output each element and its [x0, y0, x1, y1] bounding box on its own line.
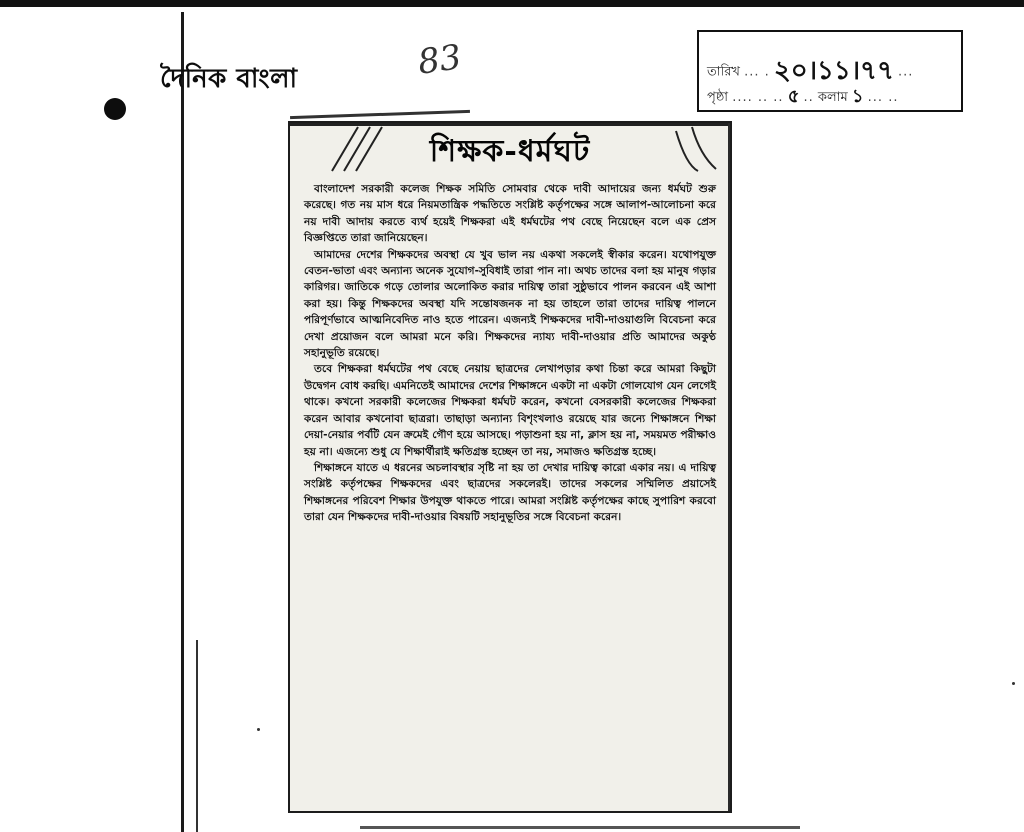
column-value: ১ — [851, 86, 864, 107]
article-paragraph: আমাদের দেশের শিক্ষকদের অবস্থা যে খুব ভাল নয় একথা সকলেই স্বীকার করেন। যথোপযুক্ত বেতন-ভাতা এবং অন্যান্য অনেক সুযোগ-সুবিধাই তারা পান না। অথচ তাদের বলা হয় মানুষ গড়ার কারিগর। জাতিকে গড়ে তোলার অলোকিত করার দায়িত্ব তারা সুষ্ঠুভাবে পালন করবেন এই আশা করা হয়। কিন্তু শিক্ষকদের অবস্থা যদি সন্তোষজনক না হয় তাহলে তারা তাদের দায়িত্ব পালনে পরিপূর্ণভাবে আত্মনিবেদিত নাও হতে পারেন। এজন্যই শিক্ষকদের দাবী-দাওয়াগুলি বিবেচনা করে দেখা প্রয়োজন বলে আমরা মনে করি। শিক্ষকদের ন্যায্য দাবী-দাওয়ার প্রতি আমাদের অকুণ্ঠ সহানুভূতি রয়েছে। — [304, 248, 716, 360]
date-value: ২০।১১।৭৭ — [773, 56, 894, 86]
clipping-right-edge — [728, 123, 732, 811]
article-paragraph: শিক্ষাঙ্গনে যাতে এ ধরনের অচলাবস্থার সৃষ্টি না হয় তা দেখার দায়িত্ব কারো একার নয়। এ দায়িত্ব সংশ্লিষ্ট কর্তৃপক্ষের শিক্ষকদের এবং ছাত্রদের সকলেরই। তাদের সকলের সম্মিলিত প্রয়াসেই শিক্ষাঙ্গনের পরিবেশ শিক্ষার উপযুক্ত থাকতে পারে। আমরা সংশ্লিষ্ট কর্তৃপক্ষের কাছে সুপারিশ করবো তারা যেন শিক্ষকদের দাবী-দাওয়ার বিষয়টি সহানুভূতির সঙ্গে বিবেচনা করেন। — [304, 461, 716, 524]
article-paragraph: তবে শিক্ষকরা ধর্মঘটের পথ বেছে নেয়ায় ছাত্রদের লেখাপড়ার কথা চিন্তা করে আমরা কিছুটা উদ্বেগন বোধ করছি। এমনিতেই আমাদের দেশের শিক্ষাঙ্গনে একটা না একটা গোলযোগ যেন লেগেই থাকে। কখনো সরকারী কলেজের শিক্ষকরা ধর্মঘট করেন, কখনো বেসরকারী কলেজের শিক্ষকরা করেন আবার কখনোবা ছাত্ররা। তাছাড়া অন্যান্য বিশৃংখলাও রয়েছে যার জন্যে শিক্ষাঙ্গনে শিক্ষা দেয়া-নেয়ার পর্বটি যেন ক্রমেই গৌণ হয়ে আসছে। পড়াশুনা হয় না, ক্লাস হয় না, সময়মত পরীক্ষাও হয় না। এজন্যে শুধু যে শিক্ষার্থীরাই ক্ষতিগ্রস্ত হচ্ছেন তা নয়, সমাজও ক্ষতিগ্রস্ত হচ্ছে। — [304, 363, 716, 458]
column-label: কলাম — [817, 90, 848, 105]
margin-line — [181, 12, 184, 832]
newspaper-masthead: দৈনিক বাংলা — [160, 64, 298, 94]
margin-line-secondary — [196, 640, 198, 832]
article-body — [304, 181, 716, 803]
newspaper-clipping — [288, 121, 732, 813]
scan-artifact-line — [290, 110, 470, 119]
scan-bottom-line — [360, 826, 800, 829]
page-column-row: পৃষ্ঠা .... .. .. ৫ .. কলাম ১ ... .. — [707, 86, 899, 107]
handwritten-page-number: 83 — [415, 37, 464, 83]
article-headline: শিক্ষক-ধর্মঘট — [429, 134, 591, 169]
date-stamp-box — [697, 30, 963, 112]
scan-top-border — [0, 0, 1024, 7]
date-row: তারিখ ... . ২০।১১।৭৭ ... — [707, 56, 914, 86]
scan-speck — [1012, 682, 1015, 685]
page-label: পৃষ্ঠা — [707, 90, 729, 105]
date-label: তারিখ — [707, 64, 740, 80]
page-value: ৫ — [787, 86, 800, 107]
article-paragraph: বাংলাদেশ সরকারী কলেজ শিক্ষক সমিতি সোমবার থেকে দাবী আদায়ের জন্য ধর্মঘট শুরু করেছে। গত নয় মাস ধরে নিয়মতান্ত্রিক পদ্ধতিতে সংশ্লিষ্ট কর্তৃপক্ষের সঙ্গে আলাপ-আলোচনা করে নয় দাবী আদায় করতে ব্যর্থ হয়েই শিক্ষকরা এই ধর্মঘটের পথ বেছে নিয়েছেন বলে এক প্রেস বিজ্ঞপ্তিতে তারা জানিয়েছেন। — [304, 183, 716, 245]
scan-speck — [257, 728, 260, 731]
punch-hole — [104, 98, 126, 120]
